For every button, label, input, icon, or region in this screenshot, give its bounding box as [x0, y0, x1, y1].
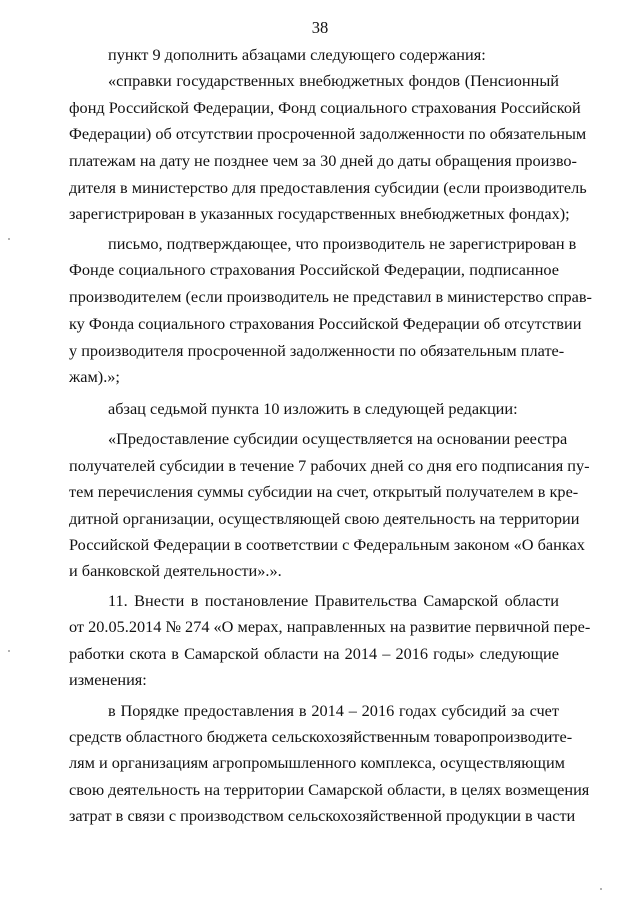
text-line: Российской Федерации в соответствии с Федеральным законом «О банках	[69, 535, 585, 554]
text-line: Фонде социального страхования Российской Федерации, подписанное	[69, 260, 559, 279]
page-number: 38	[311, 18, 329, 37]
text-line: производителем (если производитель не представил в министерство справ-	[69, 287, 592, 306]
text-line: платежам на дату не позднее чем за 30 дней до даты обращения произво-	[69, 151, 577, 170]
text-line: письмо, подтверждающее, что производитель не зарегистрирован в	[108, 234, 577, 253]
scan-speck	[8, 238, 10, 240]
text-line: 11. Внести в постановление Правительства Самарской области	[108, 591, 559, 610]
text-line: Федерации) об отсутствии просроченной задолженности по обязательным	[69, 124, 587, 143]
text-line: изменения:	[69, 670, 147, 689]
text-line: затрат в связи с производством сельскохозяйственной продукции в части	[69, 806, 576, 825]
text-line: ку Фонда социального страхования Российской Федерации об отсутствии	[69, 314, 582, 333]
text-line: у производителя просроченной задолженности по обязательным плате-	[69, 341, 565, 360]
text-line: фонд Российской Федерации, Фонд социального страхования Российской	[69, 98, 581, 117]
text-line: тем перечисления суммы субсидии на счет, открытый получателем в кре-	[69, 482, 579, 501]
text-line: зарегистрирован в указанных государственных внебюджетных фондах);	[69, 204, 570, 223]
text-line: «Предоставление субсидии осуществляется на основании реестра	[108, 429, 568, 448]
scan-speck	[8, 650, 10, 652]
text-line: «справки государственных внебюджетных фондов (Пенсионный	[108, 71, 559, 90]
text-line: свою деятельность на территории Самарской области, в целях возмещения	[69, 780, 590, 799]
text-line: дителя в министерство для предоставления субсидии (если производитель	[69, 178, 587, 197]
text-line: работки скота в Самарской области на 2014 – 2016 годы» следующие	[69, 644, 559, 663]
text-line: лям и организациям агропромышленного комплекса, осуществляющим	[69, 753, 565, 772]
scan-speck	[600, 888, 602, 890]
text-line: жам).»;	[69, 367, 120, 386]
text-line: в Порядке предоставления в 2014 – 2016 годах субсидий за счет	[108, 701, 559, 720]
text-line: пункт 9 дополнить абзацами следующего содержания:	[108, 45, 486, 64]
text-line: получателей субсидии в течение 7 рабочих дней со дня его подписания пу-	[69, 456, 590, 475]
text-line: и банковской деятельности».».	[69, 561, 282, 580]
text-line: от 20.05.2014 № 274 «О мерах, направленных на развитие первичной пере-	[69, 617, 591, 636]
text-line: средств областного бюджета сельскохозяйственным товаропроизводите-	[69, 727, 573, 746]
text-line: абзац седьмой пункта 10 изложить в следующей редакции:	[108, 399, 518, 418]
text-line: дитной организации, осуществляющей свою деятельность на территории	[69, 509, 580, 528]
